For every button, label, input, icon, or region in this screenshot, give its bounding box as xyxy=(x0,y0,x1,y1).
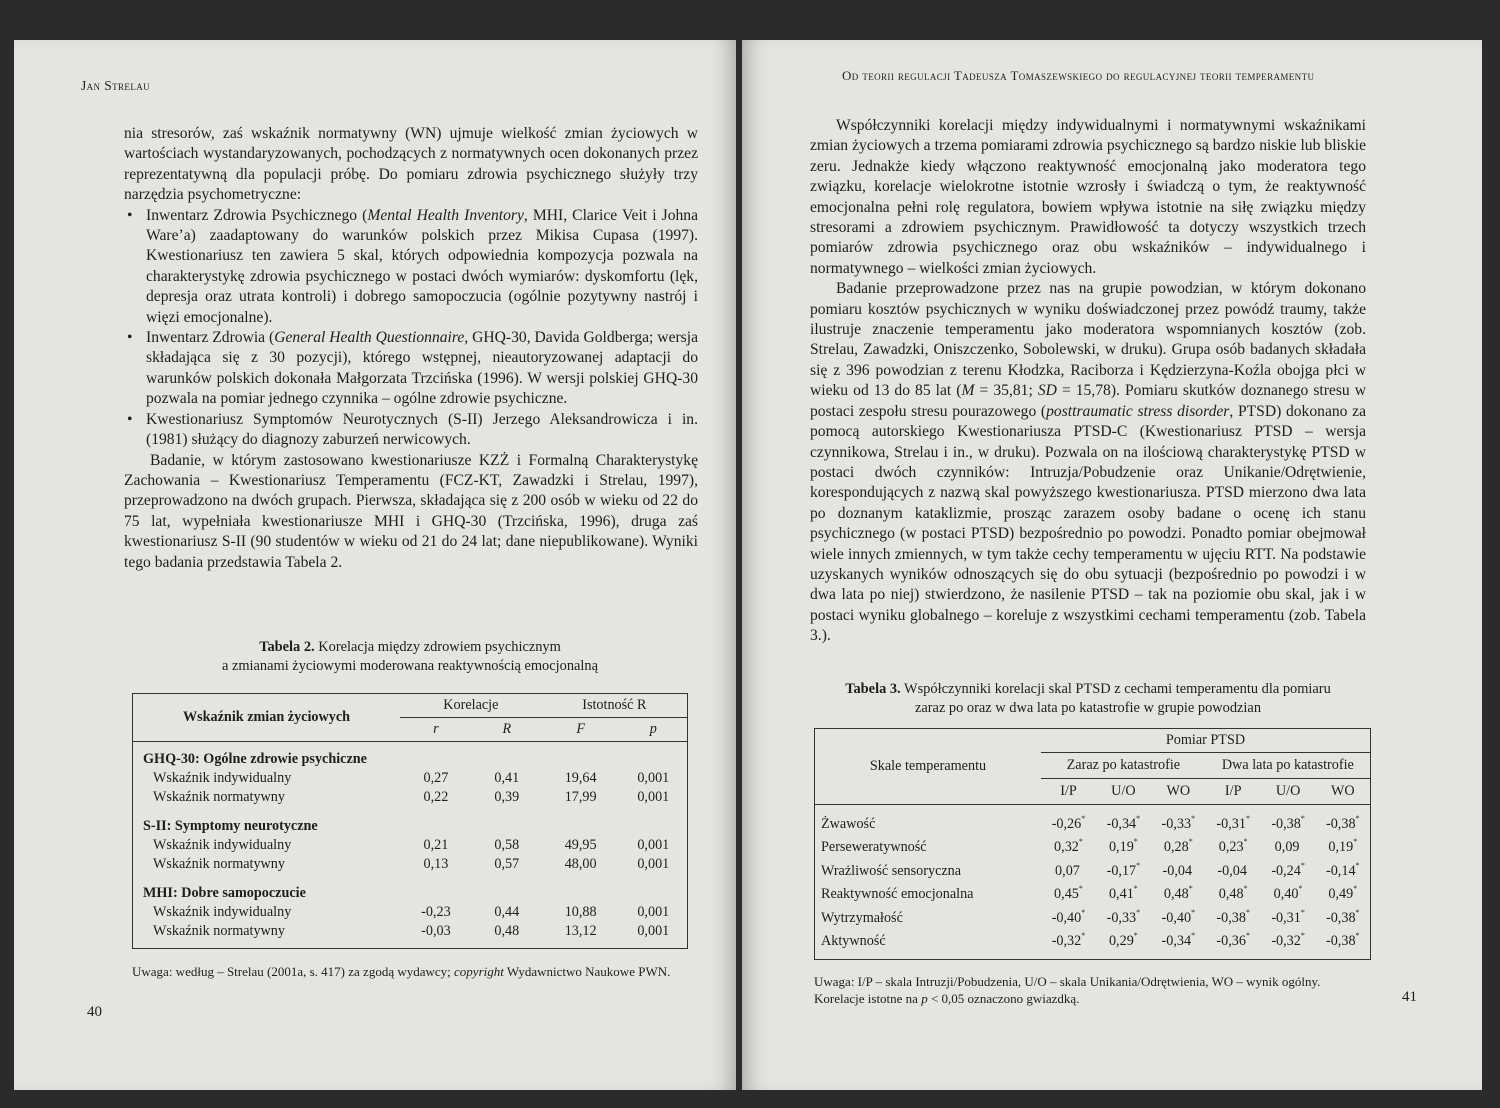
table-cell: 0,41* xyxy=(1108,884,1138,903)
row-label: Aktywność xyxy=(821,933,886,950)
table-row xyxy=(133,922,688,941)
significance-star: * xyxy=(1081,907,1086,917)
row-label: Żwawość xyxy=(821,815,876,832)
table-cell: 0,001 xyxy=(637,855,670,872)
table-row xyxy=(133,855,688,874)
table-cell: -0,34* xyxy=(1106,813,1141,832)
left-body-text xyxy=(124,124,698,573)
table-cell: -0,17* xyxy=(1106,860,1141,879)
table-cell: 0,19* xyxy=(1108,837,1138,856)
significance-star: * xyxy=(1081,931,1086,941)
table2 xyxy=(132,693,688,949)
table-cell: 48,00 xyxy=(564,855,597,872)
table-cell: 0,58 xyxy=(494,836,520,853)
table-cell: -0,24* xyxy=(1271,860,1305,879)
column-header: U/O xyxy=(1261,779,1316,805)
significance-star: * xyxy=(1355,860,1360,870)
significance-star: * xyxy=(1245,931,1250,941)
table-group-row xyxy=(133,750,688,769)
table-cell: 0,21 xyxy=(423,836,449,853)
table-cell: -0,33* xyxy=(1161,813,1196,832)
table-cell: -0,04 xyxy=(1162,862,1193,879)
table-cell: -0,26* xyxy=(1051,813,1086,832)
significance-star: * xyxy=(1133,837,1138,847)
table-cell: 0,41 xyxy=(494,769,520,786)
significance-star: * xyxy=(1136,860,1141,870)
row-label: Wskaźnik normatywny xyxy=(153,922,285,939)
right-page xyxy=(742,40,1482,1090)
table-cell: -0,38* xyxy=(1325,931,1360,950)
table-cell: 0,44 xyxy=(494,903,520,920)
significance-star: * xyxy=(1245,813,1250,823)
table-cell: 19,64 xyxy=(564,769,597,786)
column-group-header: Istotność R xyxy=(542,694,688,718)
column-header: r xyxy=(400,718,472,742)
table-cell: 0,49* xyxy=(1328,884,1358,903)
significance-star: * xyxy=(1078,884,1083,894)
table-cell: -0,04 xyxy=(1217,862,1247,879)
table3-body xyxy=(815,813,1371,954)
table-cell: -0,38* xyxy=(1325,813,1360,832)
right-body-text xyxy=(810,116,1366,647)
significance-star: * xyxy=(1300,860,1305,870)
row-label: Wskaźnik normatywny xyxy=(153,788,285,805)
table-cell: -0,38* xyxy=(1216,907,1250,926)
paragraph: Badanie przeprowadzone przez nas na grupie powodzian, w którym dokonano pomiaru kosztów psychicznych w wyniku doświadczonej przez powódź traumy, także ilustruje znaczenie temperamentu jako moderatora wspomnianych kosztów (zob. Strelau, Zawadzki, Oniszczenko, Sobolewski, w druku). Grupa osób badanych składała się z 396 powodzian z terenu Kłodzka, Raciborza i Kędzierzyna-Koźla obojga płci w wieku od 13 do 85 lat (M = 35,81; SD = 15,78). Pomiaru skutków doznanego stresu w postaci zespołu stresu pourazowego (posttraumatic stress disorder, PTSD) dokonano za pomocą autorskiego Kwestionariusza PTSD-C (Kwestionariusz PTSD – wersja czynnikowa, Strelau i in., w druku). Pozwala on na ilościową charakterystykę PTSD w postaci dwóch czynników: Intruzja/Pobudzenie oraz Unikanie/Odrętwienie, korespondujących z nazwą skal powyższego kwestionariusza. PTSD mierzono dwa lata po doznanym kataklizmie, prosząc zarazem osoby badane o ocenę ich stanu psychicznego (w postaci PTSD) bezpośrednio po powodzi. Ponadto pomiar obejmował wiele innych zmiennych, w tym także cechy temperamentu w ujęciu RTT. Na podstawie uzyskanych wyników odnoszących się do obu sytuacji (bezpośrednio po powodzi i w dwa lata po niej) stwierdzono, że nasilenie PTSD – tak na poziomie obu skal, jak i w postaci wyniku globalnego – koreluje z wszystkimi cechami temperamentu (zob. Tabela 3.). xyxy=(810,280,1367,645)
row-label: Wytrzymałość xyxy=(821,909,903,926)
significance-star: * xyxy=(1133,884,1138,894)
table-cell: -0,03 xyxy=(421,922,451,939)
table-row xyxy=(815,883,1371,907)
column-header: U/O xyxy=(1096,779,1151,805)
page-number-left: 40 xyxy=(87,1004,102,1020)
table-cell: -0,31* xyxy=(1271,907,1305,926)
table-cell: -0,14* xyxy=(1325,860,1360,879)
table-cell: 0,09 xyxy=(1274,839,1300,856)
table-row xyxy=(133,769,688,788)
list-item: • Inwentarz Zdrowia Psychicznego (Mental Health Inventory, MHI, Clarice Veit i Johna Ware’a) zaadaptowany do warunków polskich przez Mikisa Cupasa (1997). Kwestionariusz ten zawiera 5 skal, których odpowiednia kompozycja pozwala na charakterystykę zdrowia psychicznego w postaci dwóch wymiarów: dyskomfortu (lęk, depresja oraz utrata kontroli) i dobrego samopoczucia (ogólnie pozytywny nastrój i więzi emocjonalne). xyxy=(146,206,698,328)
table-cell: 0,28* xyxy=(1163,837,1193,856)
row-label: Perseweratywność xyxy=(821,839,927,856)
table-cell: -0,40* xyxy=(1051,907,1086,926)
table-row xyxy=(133,788,688,807)
row-label: Wrażliwość sensoryczna xyxy=(821,862,962,879)
table-cell: 0,001 xyxy=(637,769,670,786)
column-group-header: Korelacje xyxy=(400,694,542,718)
table-cell: -0,34* xyxy=(1161,931,1196,950)
paragraph: Badanie, w którym zastosowano kwestionariusze KZŻ i Formalną Charakterystykę Zachowania – Kwestionariusz Temperamentu (FCZ-KT, Zawadzki i Strelau, 1997), przeprowadzono na dwóch grupach. Pierwsza, składająca się z 200 osób w wieku od 22 do 75 lat, wypełniała kwestionariusze MHI i GHQ-30 (Trzcińska, 1996), druga zaś kwestionariusz S-II (90 studentów w wieku od 21 do 24 lat; dane niepublikowane). Wyniki tego badania przedstawia Tabela 2. xyxy=(124,451,698,571)
table-group-row xyxy=(133,817,688,836)
column-header: Wskaźnik zmian życiowych xyxy=(133,694,400,742)
table-cell: 0,13 xyxy=(423,855,449,872)
table-cell: 49,95 xyxy=(564,836,597,853)
significance-star: * xyxy=(1243,884,1248,894)
table-cell: 0,001 xyxy=(637,788,670,805)
table-cell: -0,36* xyxy=(1216,931,1250,950)
table-cell: 0,40* xyxy=(1273,884,1303,903)
column-group-header: Pomiar PTSD xyxy=(1041,729,1370,753)
row-label: Wskaźnik indywidualny xyxy=(153,903,292,920)
significance-star: * xyxy=(1243,837,1248,847)
table-cell: 0,27 xyxy=(423,769,449,786)
table2-note: Uwaga: według – Strelau (2001a, s. 417) za zgodą wydawcy; copyright Wydawnictwo Naukowe PWN. xyxy=(132,964,671,979)
table-cell: 0,001 xyxy=(637,903,670,920)
paragraph: Współczynniki korelacji między indywidualnymi i normatywnymi wskaźnikami zmian życiowych a trzema pomiarami zdrowia psychicznego są bardzo niskie lub bliskie zeru. Jednakże kiedy włączono reaktywność emocjonalną jako moderatora tego związku, korelacje wielokrotne istotnie wzrosły i świadczą o tym, że reaktywność emocjonalna pełni rolę regulatora, bowiem wpływa istotnie na siłę związku między stresorami a zdrowiem psychicznym. Prawidłowość ta dotyczy wszystkich trzech pomiarów zdrowia psychicznego oraz obu wskaźników – indywidualnego i normatywnego – wielkości zmian życiowych. xyxy=(810,117,1366,277)
table-cell: 0,001 xyxy=(637,922,670,939)
table-cell: 0,39 xyxy=(494,788,520,805)
table-cell: -0,32* xyxy=(1051,931,1086,950)
significance-star: * xyxy=(1133,931,1138,941)
significance-star: * xyxy=(1191,813,1196,823)
table-cell: 0,001 xyxy=(637,836,670,853)
group-title: MHI: Dobre samopoczucie xyxy=(143,884,306,901)
column-header: I/P xyxy=(1041,779,1096,805)
significance-star: * xyxy=(1300,931,1305,941)
row-label: Wskaźnik indywidualny xyxy=(153,769,292,786)
table-row xyxy=(133,903,688,922)
left-page xyxy=(14,40,736,1090)
table2-caption: Tabela 2. Korelacja między zdrowiem psychicznym a zmianami życiowymi moderowana reaktywnością emocjonalną xyxy=(221,639,598,674)
table-cell: 0,57 xyxy=(494,855,520,872)
table3 xyxy=(814,728,1371,960)
table-cell: -0,31* xyxy=(1216,813,1250,832)
table-cell: 0,48 xyxy=(494,922,520,939)
significance-star: * xyxy=(1355,931,1360,941)
table-row xyxy=(815,836,1371,860)
table-row xyxy=(815,930,1371,954)
row-label: Wskaźnik normatywny xyxy=(153,855,285,872)
table-cell: 10,88 xyxy=(564,903,597,920)
table-cell: 0,23* xyxy=(1218,837,1248,856)
paragraph: nia stresorów, zaś wskaźnik normatywny (WN) ujmuje wielkość zmian życiowych w wartościach wystandaryzowanych, pochodzących z normatywnych ocen dokonanych przez reprezentatywną dla populacji próbę. Do pomiaru zdrowia psychicznego służyły trzy narzędzia psychometryczne: xyxy=(124,125,698,204)
bullet-list xyxy=(124,206,698,451)
table-cell: -0,38* xyxy=(1325,907,1360,926)
list-item: • Inwentarz Zdrowia (General Health Questionnaire, GHQ-30, Davida Goldberga; wersja składająca się z 30 pozycji), którego wstępnej, nieautoryzowanej adaptacji do warunków polskich dokonała Małgorzata Trzcińska (1996). W wersji polskiej GHQ-30 pozwala na pomiar jednego czynnika – ogólne zdrowie psychiczne. xyxy=(146,328,698,410)
significance-star: * xyxy=(1300,907,1305,917)
table-cell: -0,23 xyxy=(421,903,451,920)
group-title: S-II: Symptomy neurotyczne xyxy=(143,817,318,834)
significance-star: * xyxy=(1136,813,1141,823)
significance-star: * xyxy=(1353,837,1358,847)
table3-caption: Tabela 3. Współczynniki korelacji skal PTSD z cechami temperamentu dla pomiaru zaraz po oraz w dwa lata po katastrofie w grupie powodzian xyxy=(845,681,1331,716)
table-cell: 0,19* xyxy=(1328,837,1358,856)
significance-star: * xyxy=(1188,837,1193,847)
significance-star: * xyxy=(1355,813,1360,823)
running-header-right: Od teorii regulacji Tadeusza Tomaszewskiego do regulacyjnej teorii temperamentu xyxy=(842,68,1315,83)
table-cell: -0,32* xyxy=(1271,931,1305,950)
table-cell: 0,22 xyxy=(423,788,449,805)
row-label: Reaktywność emocjonalna xyxy=(821,886,974,903)
table3-note: Uwaga: I/P – skala Intruzji/Pobudzenia, U/O – skala Unikania/Odrętwienia, WO – wynik ogólny. Korelacje istotne na p < 0,05 oznaczono gwiazdką. xyxy=(814,974,1321,1006)
column-subgroup-header: Zaraz po katastrofie xyxy=(1041,753,1206,779)
significance-star: * xyxy=(1245,907,1250,917)
page-number-right: 41 xyxy=(1402,989,1417,1005)
significance-star: * xyxy=(1188,884,1193,894)
column-header: WO xyxy=(1316,779,1371,805)
table-cell: 0,45* xyxy=(1054,884,1083,903)
table-cell: 0,32* xyxy=(1054,837,1083,856)
column-subgroup-header: Dwa lata po katastrofie xyxy=(1206,753,1371,779)
table-cell: 13,12 xyxy=(564,922,597,939)
column-header: p xyxy=(620,718,688,742)
significance-star: * xyxy=(1191,931,1196,941)
table-group-row xyxy=(133,884,688,903)
table-cell: 17,99 xyxy=(564,788,597,805)
table-row xyxy=(133,836,688,855)
significance-star: * xyxy=(1081,813,1086,823)
table-row xyxy=(815,860,1371,884)
significance-star: * xyxy=(1191,907,1196,917)
column-header: WO xyxy=(1151,779,1206,805)
significance-star: * xyxy=(1298,884,1303,894)
column-header: R xyxy=(472,718,542,742)
table-cell: -0,38* xyxy=(1271,813,1305,832)
significance-star: * xyxy=(1353,884,1358,894)
table-cell: 0,29* xyxy=(1108,931,1138,950)
significance-star: * xyxy=(1300,813,1305,823)
significance-star: * xyxy=(1136,907,1141,917)
table-cell: -0,33* xyxy=(1106,907,1141,926)
table-cell: 0,07 xyxy=(1055,862,1080,879)
column-header: F xyxy=(542,718,620,742)
list-item: • Kwestionariusz Symptomów Neurotycznych (S-II) Jerzego Aleksandrowicza i in. (1981) służący do diagnozy zaburzeń nerwicowych. xyxy=(146,410,698,451)
table-cell: -0,40* xyxy=(1161,907,1196,926)
row-label: Wskaźnik indywidualny xyxy=(153,836,292,853)
table-cell: 0,48* xyxy=(1163,884,1193,903)
table-row xyxy=(815,813,1371,837)
significance-star: * xyxy=(1355,907,1360,917)
table-cell: 0,48* xyxy=(1218,884,1248,903)
significance-star: * xyxy=(1078,837,1083,847)
table-row xyxy=(815,907,1371,931)
column-header: Skale temperamentu xyxy=(815,729,1042,805)
running-header-left: Jan Strelau xyxy=(81,78,151,93)
group-title: GHQ-30: Ogólne zdrowie psychiczne xyxy=(143,750,367,767)
table2-body xyxy=(133,750,688,941)
column-header: I/P xyxy=(1206,779,1261,805)
